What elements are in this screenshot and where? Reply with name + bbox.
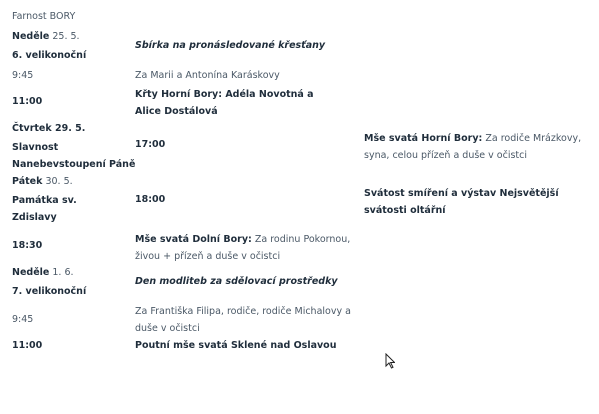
event-place: Mše svatá Dolní Bory: xyxy=(135,234,252,245)
event-intention: Za rodiče Mrázkovy, syna, celou přízeň a duše v očistci xyxy=(364,133,582,161)
time-label: 17:00 xyxy=(135,139,166,150)
mouse-pointer-icon xyxy=(385,353,395,369)
day-date: 30. 5. xyxy=(45,176,73,187)
event-place: Mše svatá Horní Bory: xyxy=(364,133,483,144)
time-label: 9:45 xyxy=(12,70,34,81)
day-name: Neděle xyxy=(12,31,50,42)
feast-name: Památka sv. Zdislavy xyxy=(12,195,77,223)
day-note: Sbírka na pronásledované křesťany xyxy=(135,40,326,51)
event-text: Křty Horní Bory: Adéla Novotná a Alice Dostálová xyxy=(135,89,314,117)
event-text xyxy=(135,231,367,265)
event-text: Svátost smíření a výstav Nejsvětější svátosti oltářní xyxy=(364,188,559,216)
time-label: 11:00 xyxy=(12,340,43,351)
time-label: 9:45 xyxy=(12,314,34,325)
day-date: 1. 6. xyxy=(52,267,74,278)
feast-name: 7. velikonoční xyxy=(12,286,87,297)
feast-name: 6. velikonoční xyxy=(12,50,87,61)
parish-name: Farnost BORY xyxy=(12,11,76,22)
day-date: 25. 5. xyxy=(52,31,80,42)
event-text: Poutní mše svatá Sklené nad Oslavou xyxy=(135,340,337,351)
event-intention: Za rodinu Pokornou, živou + přízeň a duše v očistci xyxy=(135,234,351,262)
time-label: 18:00 xyxy=(135,194,166,205)
event-text xyxy=(364,130,589,164)
time-label: 18:30 xyxy=(12,240,43,251)
day-heading xyxy=(12,264,74,281)
time-label: 11:00 xyxy=(12,96,43,107)
event-text: Za Františka Filipa, rodiče, rodiče Michalovy a duše v očistci xyxy=(135,306,351,334)
day-heading xyxy=(12,173,73,190)
feast-name: Slavnost Nanebevstoupení Páně xyxy=(12,142,136,170)
day-heading: Čtvrtek 29. 5. xyxy=(12,123,86,134)
day-heading xyxy=(12,28,80,45)
day-name: Pátek xyxy=(12,176,43,187)
event-text: Za Marii a Antonína Karáskovy xyxy=(135,70,280,81)
day-note: Den modliteb za sdělovací prostředky xyxy=(135,276,338,287)
day-name: Neděle xyxy=(12,267,50,278)
